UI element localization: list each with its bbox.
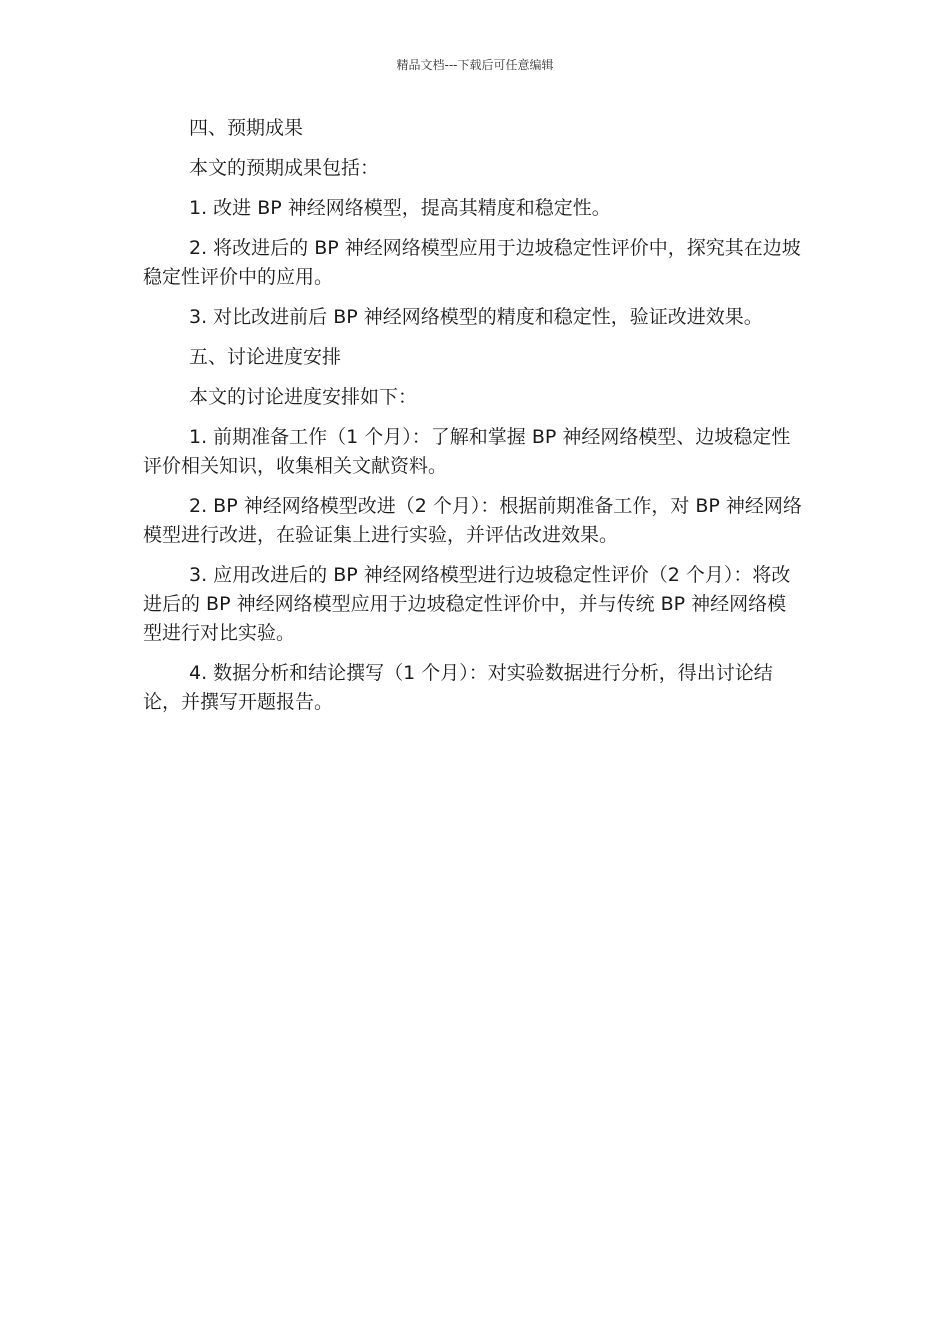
paragraph-schedule-2: 2. BP 神经网络模型改进（2 个月）：根据前期准备工作，对 BP 神经网络模型进行改进，在验证集上进行实验，并评估改进效果。 xyxy=(143,495,802,546)
paragraph-results-intro: 本文的预期成果包括： xyxy=(189,157,380,179)
section-heading-expected-results: 四、预期成果 xyxy=(189,117,304,139)
document-body xyxy=(143,114,803,728)
paragraph-schedule-3: 3. 应用改进后的 BP 神经网络模型进行边坡稳定性评价（2 个月）：将改进后的 BP 神经网络模型应用于边坡稳定性评价中，并与传统 BP 神经网络模型进行对比实验。 xyxy=(143,564,791,644)
paragraph-schedule-4: 4. 数据分析和结论撰写（1 个月）：对实验数据进行分析，得出讨论结论，并撰写开题报告。 xyxy=(143,662,773,713)
section-heading-schedule: 五、讨论进度安排 xyxy=(189,346,342,368)
paragraph-schedule-intro: 本文的讨论进度安排如下： xyxy=(189,386,418,408)
page-header: 精品文档---下载后可任意编辑 xyxy=(396,58,554,72)
paragraph-result-3: 3. 对比改进前后 BP 神经网络模型的精度和稳定性，验证改进效果。 xyxy=(189,306,763,328)
paragraph-result-1: 1. 改进 BP 神经网络模型，提高其精度和稳定性。 xyxy=(189,197,611,219)
paragraph-schedule-1: 1. 前期准备工作（1 个月）：了解和掌握 BP 神经网络模型、边坡稳定性评价相关知识，收集相关文献资料。 xyxy=(143,426,791,477)
paragraph-result-2: 2. 将改进后的 BP 神经网络模型应用于边坡稳定性评价中，探究其在边坡稳定性评价中的应用。 xyxy=(143,237,801,288)
